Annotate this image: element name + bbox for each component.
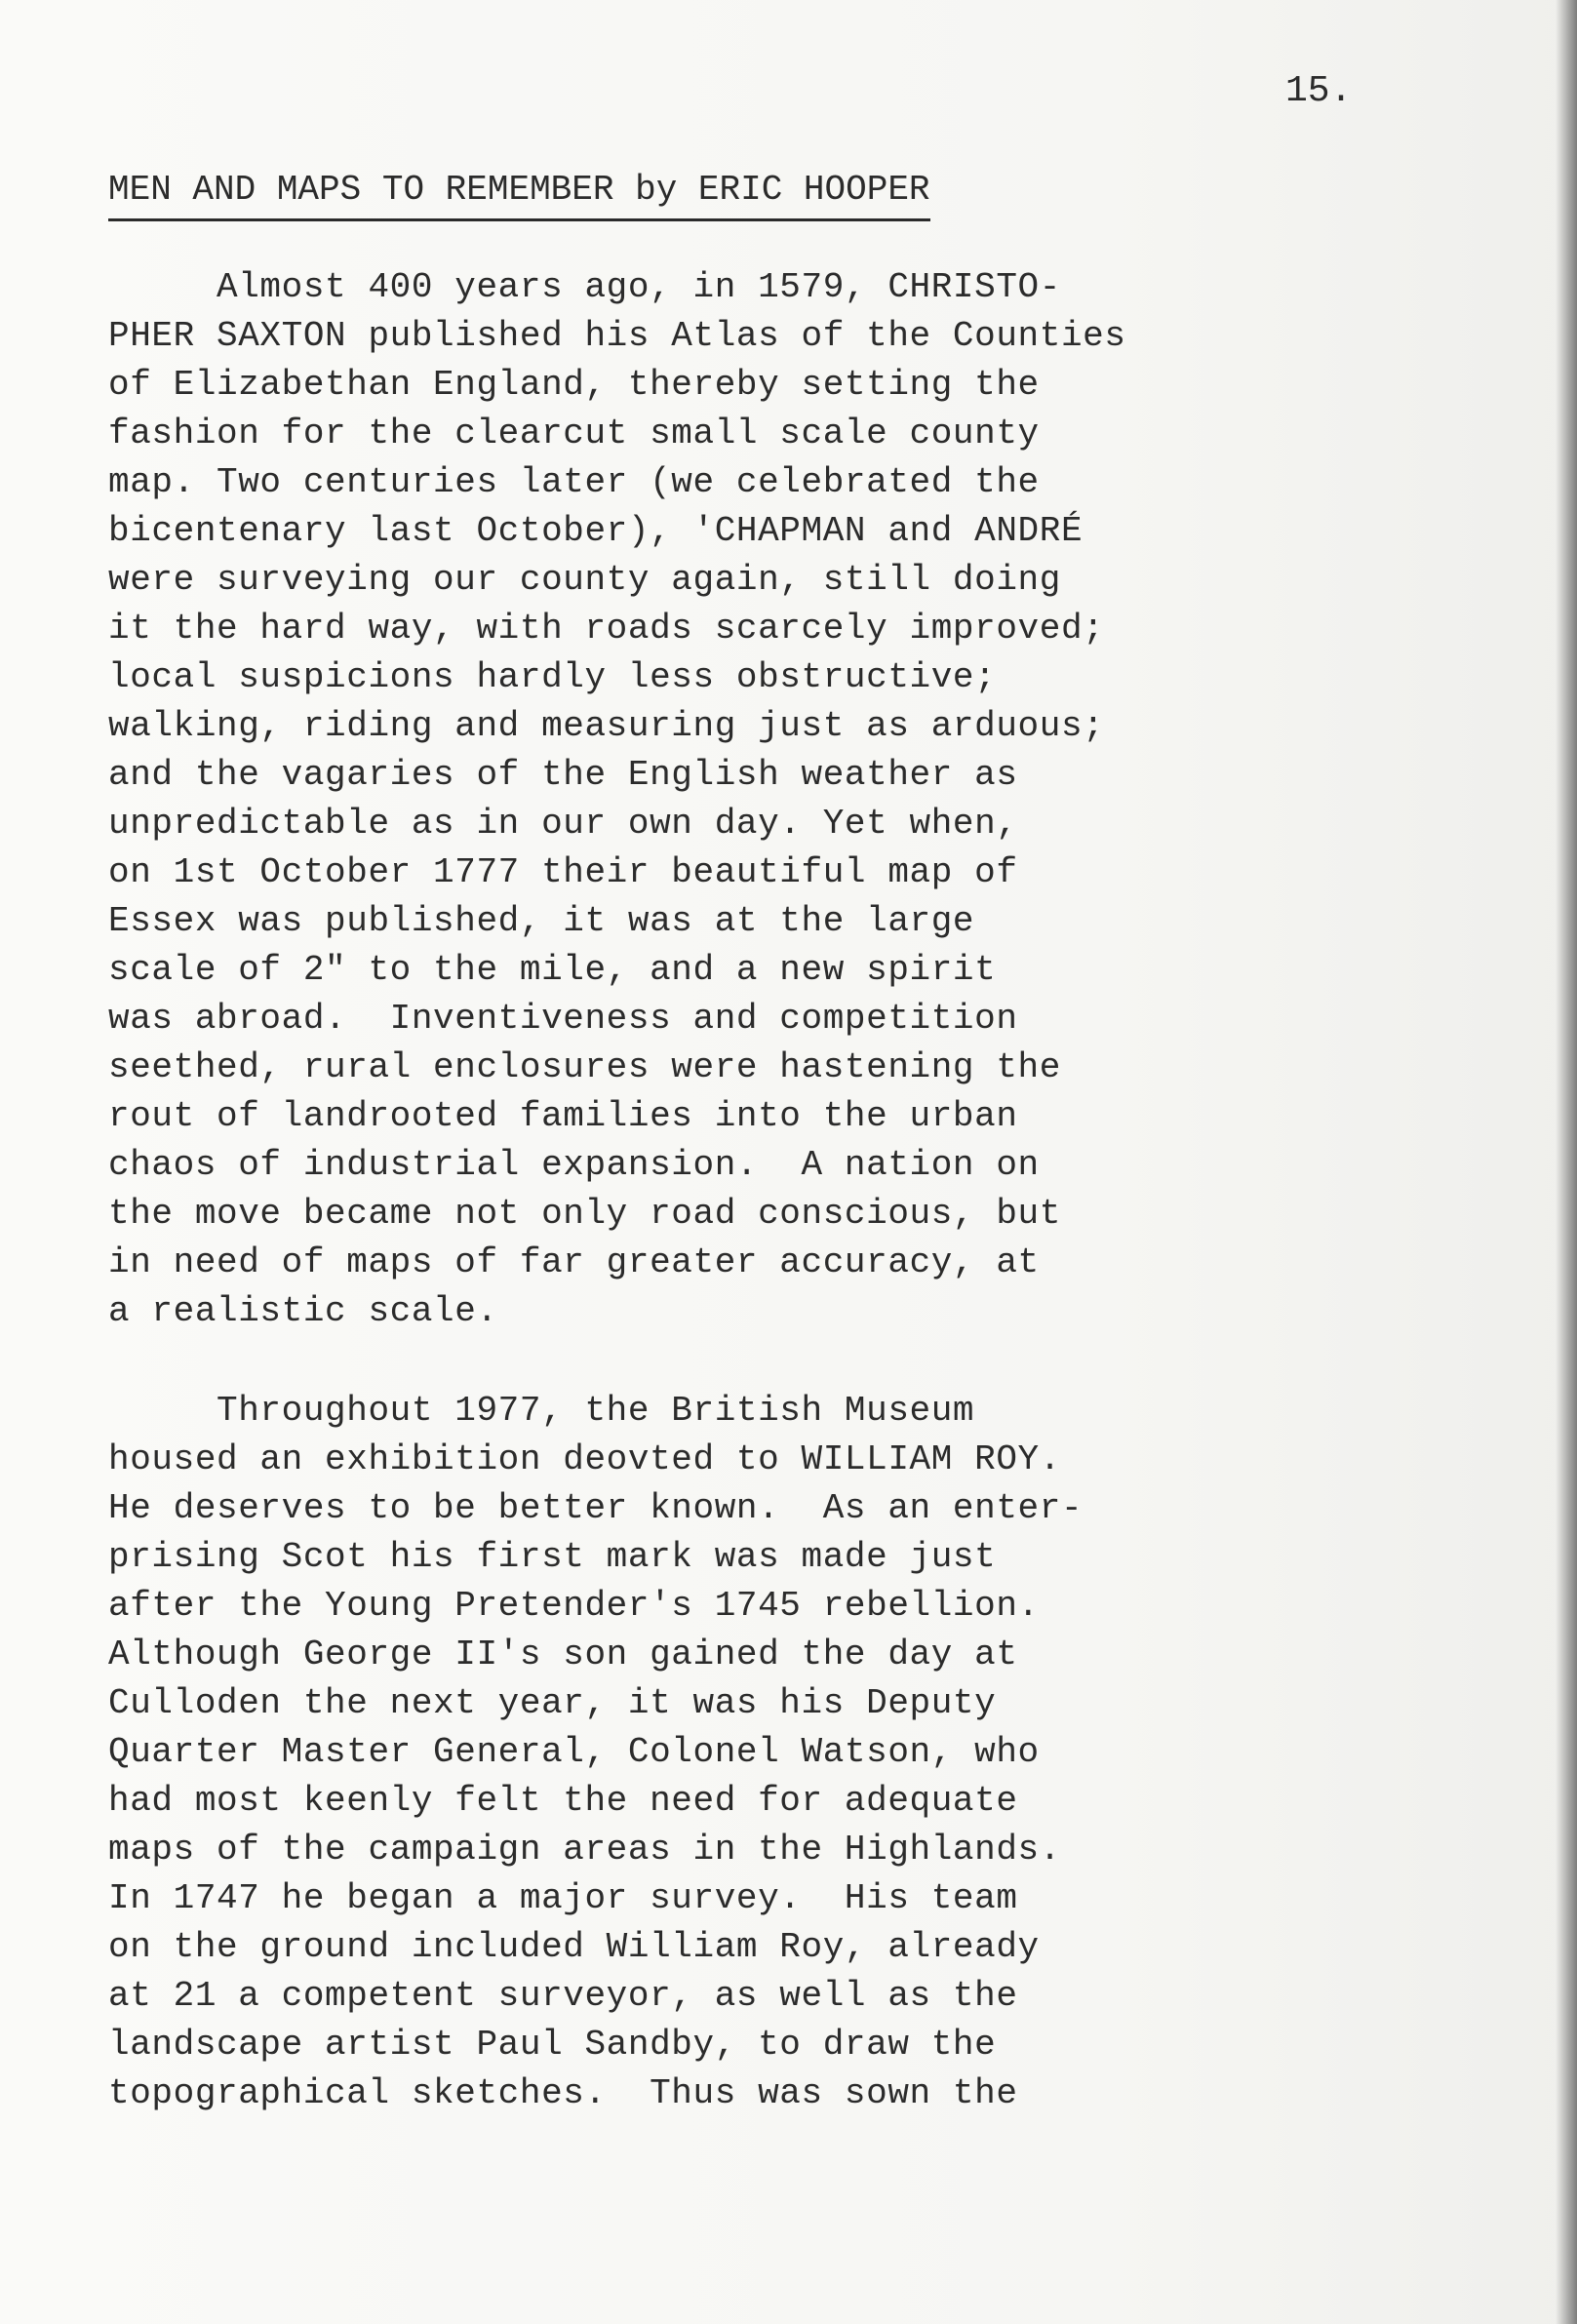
article-title: MEN AND MAPS TO REMEMBER by ERIC HOOPER [108, 166, 930, 221]
text-line: chaos of industrial expansion. A nation on [108, 1145, 1040, 1185]
text-line: it the hard way, with roads scarcely improved; [108, 609, 1105, 649]
text-line: in need of maps of far greater accuracy, at [108, 1242, 1040, 1282]
page-number: 15. [1285, 70, 1353, 112]
text-line: landscape artist Paul Sandby, to draw the [108, 2025, 997, 2065]
text-line: on 1st October 1777 their beautiful map of [108, 852, 1018, 892]
text-line: Throughout 1977, the British Museum [108, 1391, 975, 1431]
text-line: prising Scot his first mark was made just [108, 1537, 997, 1577]
page-edge-shadow [1556, 0, 1577, 2324]
text-line: Although George II's son gained the day at [108, 1635, 1018, 1674]
text-line: seethed, rural enclosures were hastening the [108, 1047, 1061, 1087]
text-line: of Elizabethan England, thereby setting the [108, 365, 1040, 405]
text-line: In 1747 he began a major survey. His team [108, 1878, 1018, 1918]
text-line: on the ground included William Roy, already [108, 1927, 1040, 1967]
text-line: after the Young Pretender's 1745 rebellion. [108, 1586, 1040, 1626]
text-line: topographical sketches. Thus was sown the [108, 2073, 1018, 2113]
text-line: walking, riding and measuring just as arduous; [108, 706, 1105, 746]
text-line: were surveying our county again, still doing [108, 560, 1061, 600]
text-line: at 21 a competent surveyor, as well as the [108, 1976, 1018, 2016]
paragraph-1 [108, 263, 1126, 1336]
text-line: unpredictable as in our own day. Yet when, [108, 804, 1018, 844]
text-line: local suspicions hardly less obstructive; [108, 657, 997, 697]
text-line: maps of the campaign areas in the Highlands. [108, 1830, 1061, 1870]
text-line: bicentenary last October), 'CHAPMAN and ANDRÉ [108, 511, 1084, 551]
text-line: the move became not only road conscious, but [108, 1194, 1061, 1234]
text-line: scale of 2" to the mile, and a new spirit [108, 950, 997, 990]
text-line: PHER SAXTON published his Atlas of the Counties [108, 316, 1126, 356]
text-line: He deserves to be better known. As an enter- [108, 1488, 1084, 1528]
text-line: map. Two centuries later (we celebrated the [108, 462, 1040, 502]
text-line: had most keenly felt the need for adequate [108, 1781, 1018, 1821]
text-line: fashion for the clearcut small scale county [108, 414, 1040, 453]
text-line: rout of landrooted families into the urban [108, 1096, 1018, 1136]
text-line: Culloden the next year, it was his Deputy [108, 1683, 997, 1723]
text-line: was abroad. Inventiveness and competition [108, 999, 1018, 1039]
text-line: Quarter Master General, Colonel Watson, who [108, 1732, 1040, 1772]
text-line: and the vagaries of the English weather as [108, 755, 1018, 795]
text-line: a realistic scale. [108, 1291, 498, 1331]
paragraph-2 [108, 1387, 1083, 2118]
text-line: Almost 400 years ago, in 1579, CHRISTO- [108, 267, 1061, 307]
text-line: housed an exhibition deovted to WILLIAM ROY. [108, 1439, 1061, 1479]
text-line: Essex was published, it was at the large [108, 901, 975, 941]
